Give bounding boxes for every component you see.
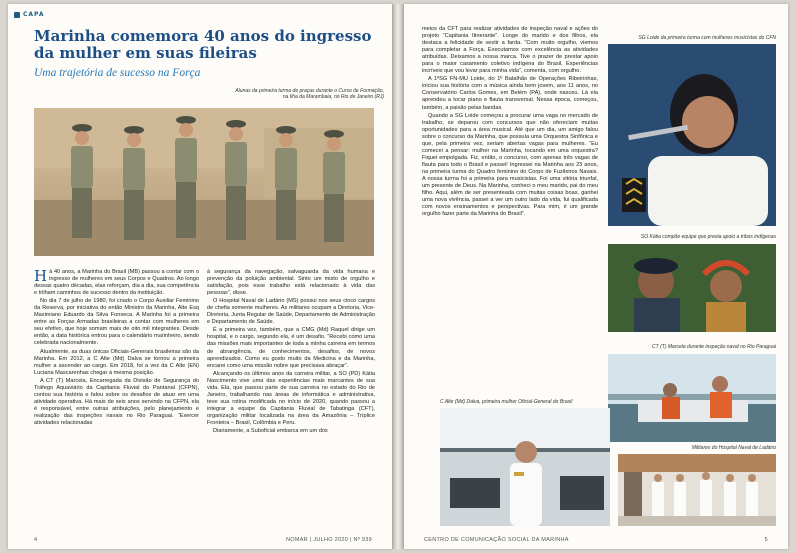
paragraph-text: á 40 anos, a Marinha do Brasil (MB) passou a contar com o ingresso de mulheres em seus Corpos e Quadros. Ao longo dessas quatro décadas, elas reforçam, dia a dia, sua competência e trilham caminhos de sucesso dentro da instituição. [34,269,199,297]
section-marker-icon [14,12,20,18]
paragraph: à segurança da navegação, salvaguarda da vida humana e prevenção da poluição ambiental. Sinto um misto de orgulho e satisfação, pois esse trabalho está relacionado à vida das pessoas”, disse. [207,269,375,297]
right-column-1 [422,26,598,219]
paragraph: Quando a SG Loide começou a procurar uma vaga no mercado de trabalho, se deparou com concursos que não ofereciam muitas oportunidades para a área musical. Até que um dia, um amigo falou sobre o concurso da Marinha, que possuía uma Orquestra Sinfônica e que, pela primeira vez, seriam abertas vagas para mulheres. “Eu comecei a pensar: mulher na Marinha, tocando em uma orquestra? Fiquei empolgada. Fiz, então, o concurso, com apenas três vagas de flauta para todo o Brasil e passei! Ingressei na Marinha aos 23 anos, na primeira turma do Quadro feminino do Corpo de Fuzileiros Navais. A nossa turma foi a primeira para musicistas. Foi uma vitória triunfal, um presente de Deus. Na Marinha, conheci o meu marido, pai do meu filho. Aqui, além de ser presenteada com muitas coisas boas, ganhei uma nova vivência, passei a ver um outro lado da vida, fui qualificada com novos ensinamentos e perspectivas. Para mim, é um grande orgulho fazer parte da Marinha do Brasil”. [422,112,598,218]
page-number-left: 4 [34,537,38,543]
section-label: CAPA [23,11,45,18]
photo-so-katia-indigenous [608,244,776,332]
page-number-right: 5 [764,537,768,543]
paragraph: No dia 7 de julho de 1980, foi criado o Corpo Auxiliar Feminino da Reserva, por iniciativa do então Ministro da Marinha, Alte Esq Maximiano Eduardo da Silva Fonseca. A Marinha foi a primeira entre as Forças Armadas brasileiras a contar com mulheres em seu efetivo, que hoje somam mais de oito mil integrantes. Desde então, a data histórica entrou para o calendário marinheiro, sendo celebrada nacionalmente. [34,298,199,347]
photo-caption-marcela: CT (T) Marcela durante inspeção naval no Rio Paraguai [652,344,776,350]
paragraph: A 1ºSG FN-MU Loide, do 1º Batalhão de Operações Ribeirinhas, iniciou sua história com a música ainda bem jovem, aos 11 anos, no Conservatório Carlos Gomes, em Belém (PA), onde nasceu. Lá ela aprendeu a tocar piano e flauta transversal. Nessa época, começou, também, a paixão pelas bandas. [422,76,598,111]
photo-caption-katia: SO Kátia compõe equipe que presta apoio a tribos indígenas [640,234,776,240]
photo-caption-loide: SG Loide da primeira turma com mulheres musicistas do CFN [638,35,776,41]
paragraph: Alcançando os últimos anos da carreira militar, a SO (PD) Kátia Nascimento vive uma das experiências mais marcantes de sua vida. Ela, que passou parte de sua carreira no estado do Rio de Janeiro, trabalhando nas áreas de informática e administrativa, teve sua rotina modificada no início de 2020, quando passou a integrar a equipe da Capitania Fluvial de Tabatinga (CFT), organização militar localizada na área da Amazônia – Tríplice Fronteira – Brasil, Colômbia e Peru. [207,370,375,426]
left-column-1 [34,269,199,428]
article-subtitle: Uma trajetória de sucesso na Força [34,67,201,79]
page-gutter [392,4,404,549]
paragraph: A CT (T) Marcela, Encarregada da Divisão de Segurança do Tráfego Aquaviário da Capitania Fluvial do Pantanal (CFPN), contou sua história e falou sobre os desafios de atuar em uma atividade operativa. Há mais de seis anos servindo na CFPN, ela é responsável, entre outras atribuições, pelo planejamento e realização das inspeções navais no Rio Paraguai. “Exercer atividades relacionadas [34,377,199,426]
paragraph: Diariamente, a Suboficial embarca em um dos [213,428,328,435]
main-photo-caption: Alunas da primeira turma de praças durante o Curso de Formação, na Ilha da Marambaia, no Rio de Janeiro (RJ) [235,88,384,100]
article-title: Marinha comemora 40 anos do ingresso da mulher em suas fileiras [34,27,372,62]
magazine-issue: NOMAR | JULHO 2020 | Nº 939 [285,537,372,543]
paragraph: Atualmente, as duas únicas Oficiais-Generais brasileiras são da Marinha. Em 2012, a C Alte (Md) Dalva se tornou a primeira mulher a ascender ao cargo. Em 2018, foi a vez da C Alte (EN) Luciana Mascarenhas chegar à mesma posição. [34,348,199,376]
left-column-2 [207,269,375,436]
photo-caption-ladario: Militares do Hospital Naval de Ladário [691,445,776,451]
photo-hospital-ladario-staff [618,454,776,526]
photo-c-alte-dalva-bridge [440,408,610,526]
paragraph: meios da CFT para realizar atividades de inspeção naval e ações do projeto “Capitania Itinerante”. Longe do marido e dos filhos, ela destaca a felicidade de vestir a farda. “Com muito orgulho, viemos para completar a Força. Executamos com excelência as atividades atribuídas. Deixamos a nossa marca. Tive o prazer de prestar apoio para o maior casamento coletivo indígena do Brasil. Experiências incríveis que vou levar para minha vida”, comenta, com orgulho. [422,26,598,75]
paragraph: O Hospital Naval de Ladário (MS) possui nos seus cinco cargos de chefia somente mulheres. As militares ocupam a Diretoria, Vice-Diretoria, Junta Regular de Saúde, Departamento de Administração e Departamento de Saúde. [207,298,375,326]
photo-ct-marcela-boat [608,354,776,442]
institution-footer: CENTRO DE COMUNICAÇÃO SOCIAL DA MARINHA [424,537,569,543]
main-photo-women-recruits [34,108,374,256]
photo-sg-loide-flute [608,44,776,226]
drop-cap: H [34,267,48,285]
right-page [404,4,788,549]
section-tag [14,11,45,18]
photo-caption-dalva: C Alte (Md) Dalva, primeira mulher Oficial-General do Brasil [440,399,573,405]
left-page [8,4,392,549]
paragraph: É a primeira vez, também, que a CMG (Md) Raquel dirige um hospital, e o cargo, segundo ela, é um desafio. “Recebi como uma das missões mais importantes de toda a minha carreira em termos de abrangência, de conhecimentos, desafios, de novos aprendizados. Como eu gosto muito da Medicina e da Marinha, encarei como uma missão nobre que precisava abraçar”. [207,327,375,369]
paragraph [34,269,199,297]
